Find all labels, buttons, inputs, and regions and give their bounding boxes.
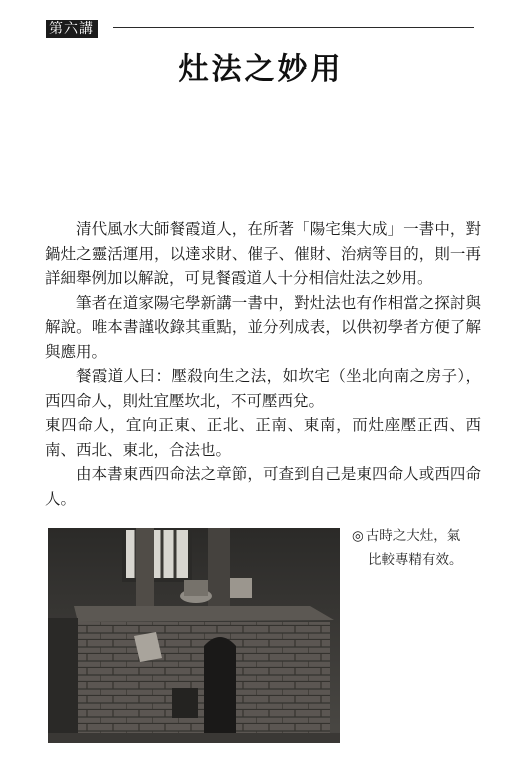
header-rule [113, 27, 474, 28]
page-title: 灶法之妙用 [178, 52, 344, 87]
paragraph-4: 東四命人，宜向正東、正北、正南、東南，而灶座壓正西、西南、西北、東北，合法也。 [45, 416, 481, 459]
paragraph-1: 清代風水大師餐霞道人，在所著「陽宅集大成」一書中，對鍋灶之靈活運用，以達求財、催子、催財、治病等目的，則一再詳細舉例加以解說，可見餐霞道人十分相信灶法之妙用。 [45, 220, 481, 287]
caption-line-2: 比較專精有效。 [368, 552, 463, 568]
chapter-label: 第六講 [46, 20, 98, 38]
body-text [45, 217, 481, 511]
paragraph-2: 筆者在道家陽宅學新講一書中，對灶法也有作相當之探討與解說。唯本書謹收錄其重點，並分列成表，以供初學者方便了解與應用。 [45, 293, 481, 361]
paragraph-3: 餐霞道人曰：壓殺向生之法，如坎宅（坐北向南之房子），西四命人，則灶宜壓坎北，不可壓西兌。 [45, 367, 481, 410]
caption-line-1: 古時之大灶，氣 [365, 528, 461, 544]
bullet-mark: ◎ [352, 528, 364, 544]
photo-caption [352, 524, 482, 572]
paragraph-5: 由本書東西四命法之章節，可查到自己是東四命人或西四命人。 [45, 465, 481, 508]
stove-photo [48, 528, 340, 743]
